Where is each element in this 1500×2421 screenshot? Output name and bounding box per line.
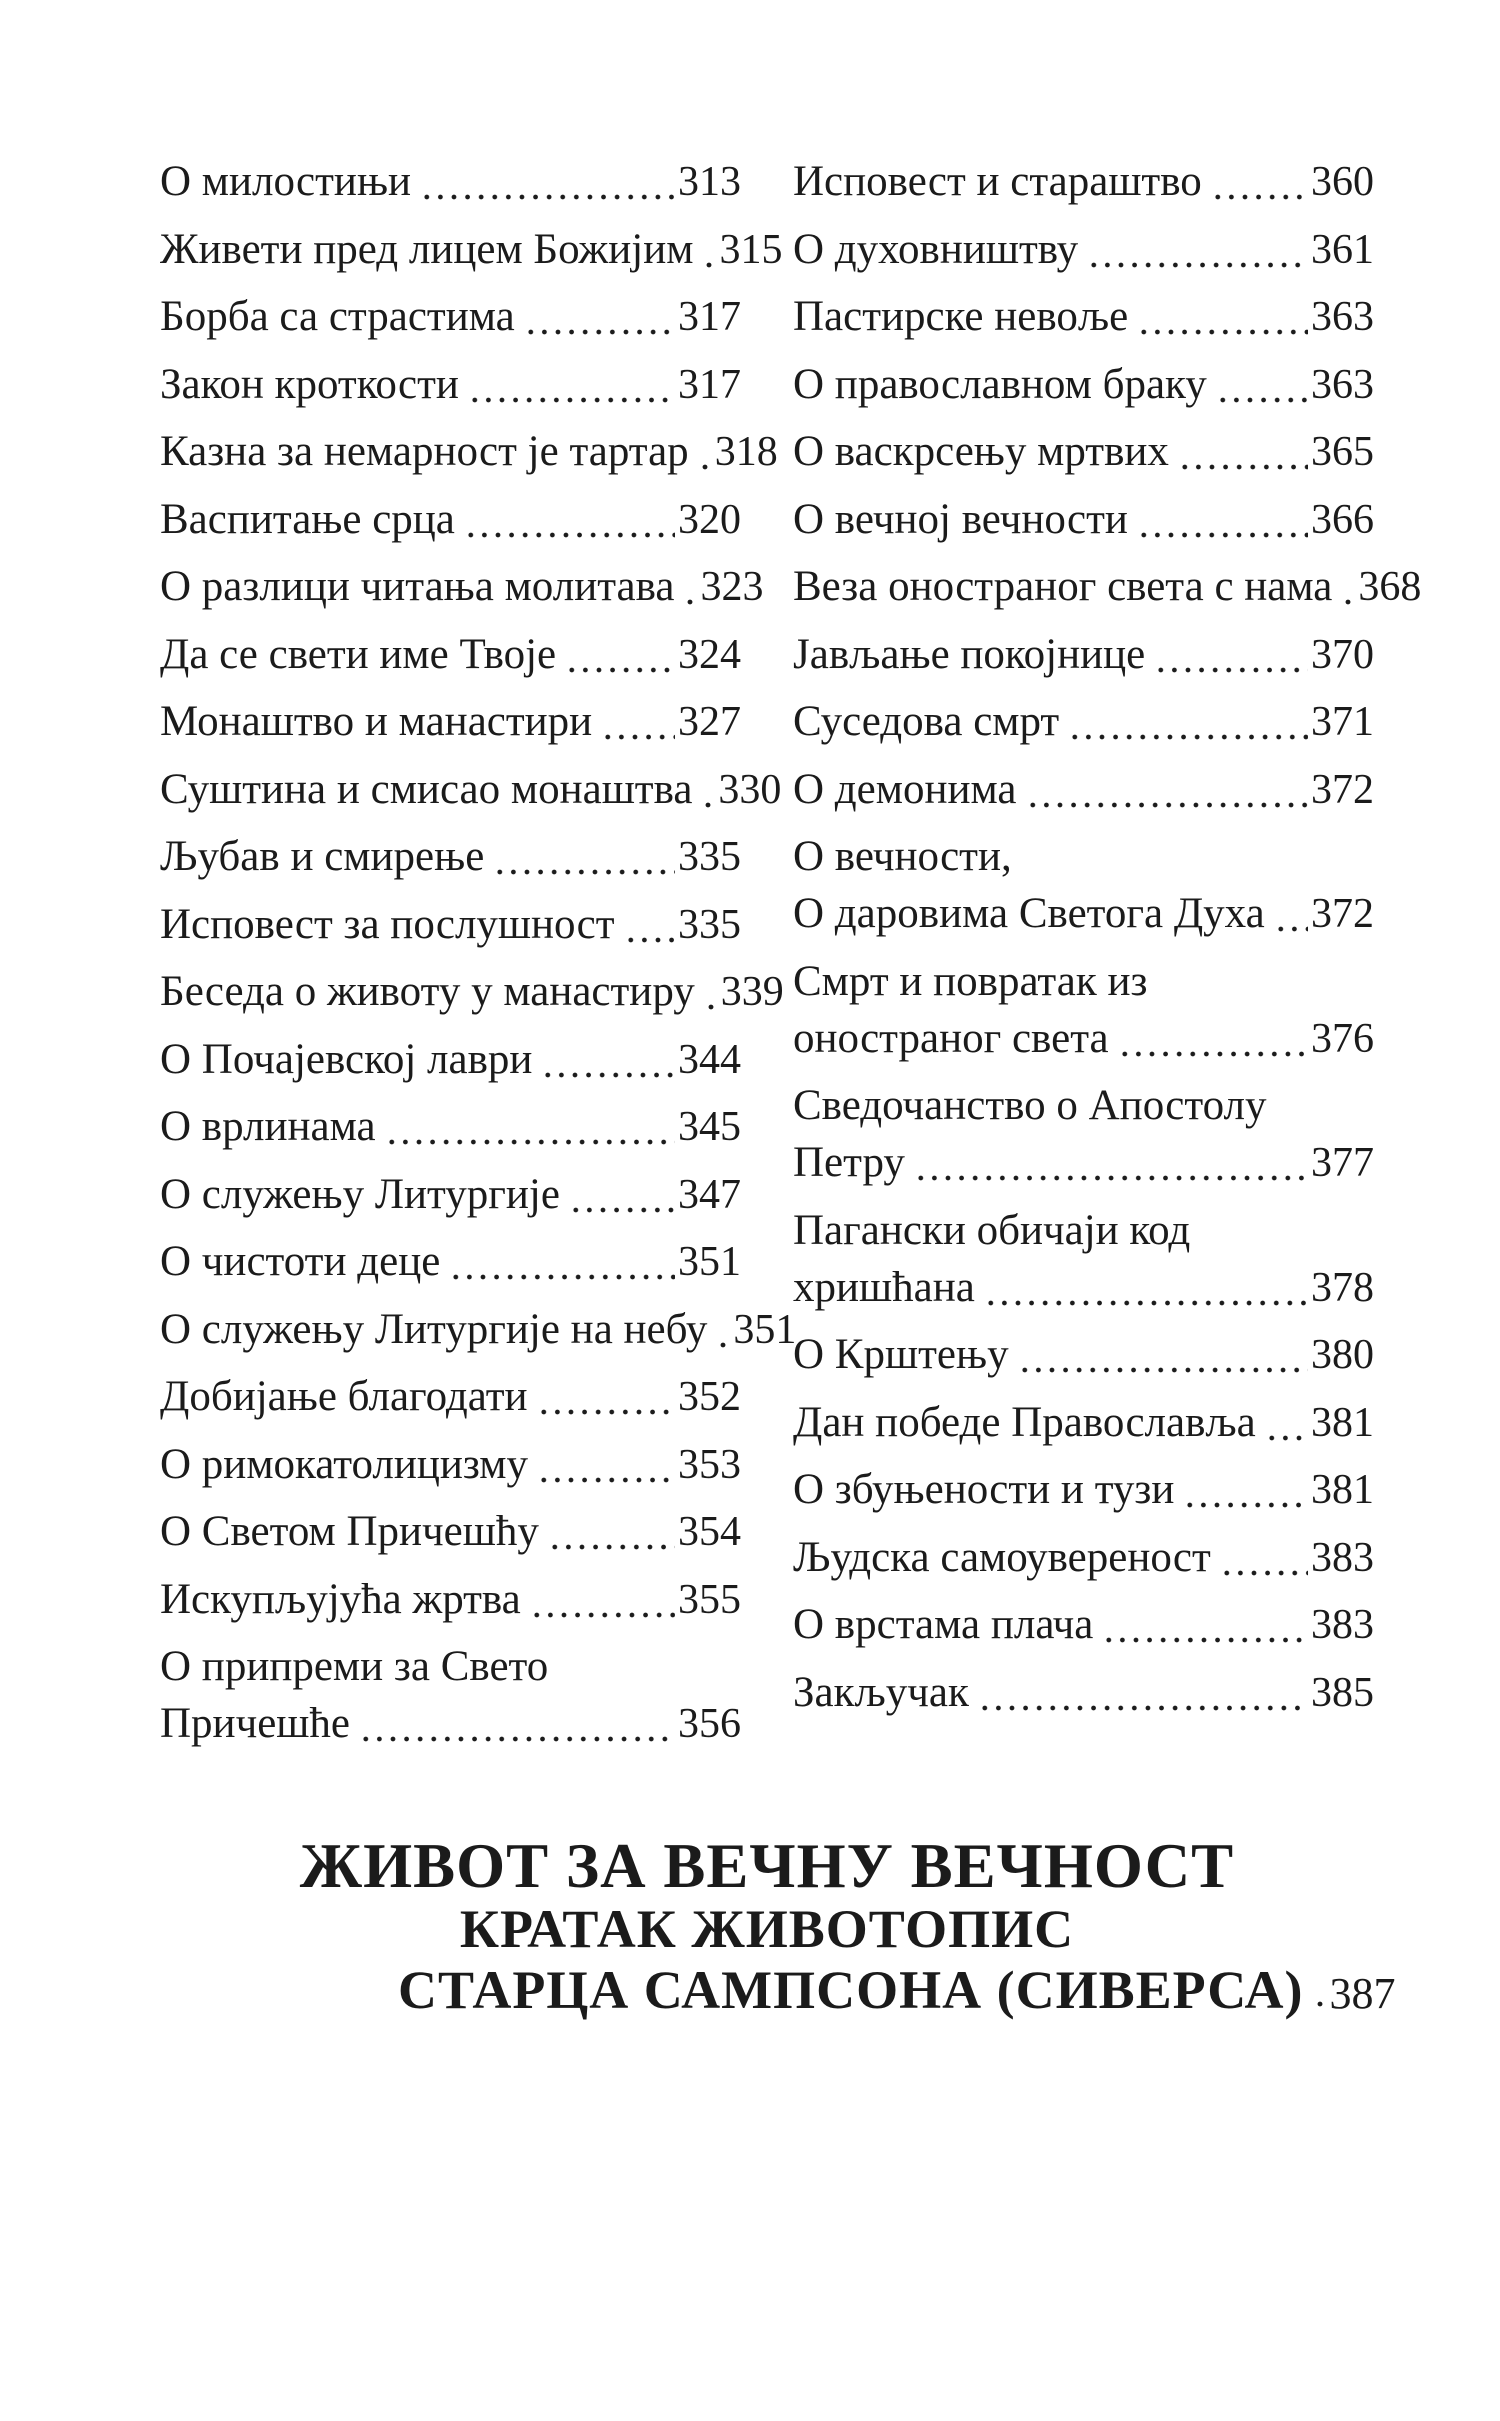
dotted-leader — [1265, 1394, 1308, 1452]
toc-entry-title: О вечној вечности — [793, 495, 1128, 543]
dotted-leader — [1026, 761, 1308, 819]
toc-entry-title: О милостињи — [160, 158, 412, 205]
toc-entry — [160, 963, 784, 1021]
toc-entry-title: Добијање благодати — [160, 1373, 528, 1420]
toc-entry — [793, 761, 1374, 819]
toc-entry-title: Монаштво и манастири — [160, 698, 593, 745]
toc-entry-lastline — [160, 221, 783, 279]
toc-entry-page: 370 — [1311, 631, 1374, 678]
toc-entry-page: 363 — [1311, 294, 1374, 340]
toc-entry-lastline — [160, 1031, 741, 1089]
toc-entry — [793, 221, 1374, 279]
toc-entry-lastline — [160, 356, 741, 414]
toc-entry — [160, 693, 741, 751]
dotted-leader — [530, 1571, 675, 1629]
toc-entry-title: О демонима — [793, 765, 1017, 813]
toc-entry-lastline — [793, 1010, 1374, 1068]
footer-entry-title: СТАРЦА САМПСОНА (СИВЕРСА) — [398, 1960, 1304, 2020]
toc-entry-page: 352 — [678, 1374, 741, 1420]
toc-entry-lastline — [160, 626, 741, 684]
toc-entry-lastline — [793, 356, 1374, 414]
toc-entry — [160, 626, 741, 684]
toc-entry-line: О вечности, — [793, 833, 1012, 880]
toc-entry-page: 313 — [678, 159, 741, 205]
toc-entry — [793, 828, 1374, 943]
dotted-leader — [683, 558, 697, 616]
toc-entry-page: 361 — [1311, 226, 1374, 273]
toc-entry-title: О врлинама — [160, 1103, 376, 1150]
toc-entry-lastline — [160, 761, 782, 819]
toc-entry-title: О православном браку — [793, 360, 1207, 408]
toc-entry-title: Пастирске невоље — [793, 293, 1129, 340]
toc-entry-title: Исповест и стараштво — [793, 158, 1202, 205]
toc-entry-title: Суседова смрт — [793, 698, 1060, 745]
toc-entry-page: 335 — [678, 834, 741, 880]
toc-entry — [160, 221, 783, 279]
toc-entry-title: Васпитање срца — [160, 495, 455, 543]
toc-entry-lastline — [160, 153, 741, 211]
toc-entry-page: 318 — [714, 429, 778, 475]
toc-entry — [793, 153, 1374, 211]
toc-entry-lastline — [160, 1098, 741, 1156]
toc-entry-lastline — [160, 1436, 741, 1494]
dotted-leader — [1068, 693, 1308, 751]
toc-entry-page: 381 — [1311, 1467, 1374, 1513]
toc-entry — [793, 1461, 1374, 1519]
toc-entry-page: 327 — [678, 699, 741, 745]
toc-entry — [160, 1233, 741, 1291]
toc-entry-title: оностраног света — [793, 1014, 1109, 1062]
toc-entry — [160, 153, 741, 211]
dotted-leader — [537, 1436, 675, 1494]
toc-entry — [793, 1326, 1374, 1384]
dotted-leader — [984, 1259, 1308, 1317]
toc-entry-page: 381 — [1311, 1399, 1374, 1446]
toc-entry-page: 377 — [1311, 1140, 1374, 1186]
toc-entry-title: О Крштењу — [793, 1331, 1009, 1378]
toc-entry-lastline — [160, 1233, 741, 1291]
toc-entry-page: 320 — [678, 496, 741, 543]
toc-entry-title: Људска самоувереност — [793, 1533, 1211, 1581]
toc-entry-lastline — [160, 1503, 741, 1561]
toc-entry-page: 355 — [678, 1576, 741, 1623]
footer-entry-page: 387 — [1329, 1969, 1396, 2018]
dotted-leader — [1118, 1010, 1308, 1068]
footer-entry — [160, 1960, 1396, 2020]
toc-entry-title: Љубав и смирење — [160, 833, 485, 880]
toc-entry-title: Дан победе Православља — [793, 1398, 1256, 1446]
toc-entry-page: 344 — [678, 1036, 741, 1083]
dotted-leader — [1178, 423, 1308, 481]
toc-entry — [160, 356, 741, 414]
toc-entry-lastline — [160, 1368, 741, 1426]
toc-entry-page: 330 — [718, 766, 782, 813]
toc-entry — [160, 1301, 797, 1359]
toc-entry — [793, 1596, 1374, 1654]
toc-entry-lastline — [793, 693, 1374, 751]
dotted-leader — [1211, 153, 1308, 211]
toc-entry-title: Да се свети име Твоје — [160, 630, 557, 678]
toc-entry-lastline — [160, 1571, 741, 1629]
toc-entry-title: О служењу Литургије на небу — [160, 1305, 708, 1353]
toc-entry-lastline — [160, 1301, 797, 1359]
toc-entry-lastline — [160, 1695, 741, 1753]
toc-entry — [793, 558, 1422, 616]
toc-entry-page: 376 — [1311, 1015, 1374, 1062]
dotted-leader — [537, 1368, 675, 1426]
toc-entry-lastline — [793, 1664, 1374, 1722]
toc-entry-line: О припреми за Свето — [160, 1643, 549, 1690]
toc-entry-page: 360 — [1311, 159, 1374, 205]
toc-entry-page: 363 — [1311, 361, 1374, 408]
footer-subtitle: КРАТАК ЖИВОТОПИС — [459, 1899, 1075, 1959]
dotted-leader — [449, 1233, 675, 1291]
dotted-leader — [702, 221, 716, 279]
toc-entry-title: Живети пред лицем Божијим — [160, 225, 694, 273]
toc-entry-page: 372 — [1311, 891, 1374, 937]
toc-entry-lastline — [793, 1134, 1374, 1192]
toc-entry-title: О чистоти деце — [160, 1238, 441, 1285]
toc-entry-lastline — [793, 1529, 1374, 1587]
footer-title: ЖИВОТ ЗА ВЕЧНУ ВЕЧНОСТ — [299, 1831, 1235, 1901]
toc-entry-title: О римокатолицизму — [160, 1440, 528, 1488]
toc-entry-title: Беседа о животу у манастиру — [160, 968, 695, 1015]
dotted-leader — [1216, 356, 1308, 414]
toc-entry-lastline — [793, 1326, 1374, 1384]
toc-entry-title: О духовништву — [793, 225, 1079, 273]
toc-entry-lastline — [160, 896, 741, 954]
toc-entry-title: Веза оностраног света с нама — [793, 563, 1333, 610]
toc-entry — [160, 1571, 741, 1629]
toc-entry-lastline — [160, 423, 778, 481]
toc-entry-lastline — [793, 288, 1374, 346]
toc-entry-page: 380 — [1311, 1332, 1374, 1378]
toc-entry-lastline — [793, 423, 1374, 481]
toc-entry-title: О Почајевској лаври — [160, 1035, 533, 1083]
dotted-leader — [978, 1664, 1308, 1722]
dotted-leader — [541, 1031, 675, 1089]
toc-entry-lastline — [160, 558, 764, 616]
toc-entry-title: Казна за немарност је тартар — [160, 428, 689, 475]
toc-entry-page: 345 — [678, 1104, 741, 1150]
toc-entry — [160, 558, 764, 616]
toc-entry-title: О врстама плача — [793, 1601, 1094, 1648]
dotted-leader — [1183, 1461, 1308, 1519]
toc-entry-line: Сведочанство о Апостолу — [793, 1082, 1267, 1129]
toc-entry-page: 324 — [678, 631, 741, 678]
toc-entry-lastline — [160, 288, 741, 346]
toc-entry-lastline — [160, 491, 741, 549]
toc-entry-title: Исповест за послушност — [160, 900, 615, 948]
toc-entry-title: О служењу Литургије — [160, 1170, 560, 1218]
toc-entry — [793, 1529, 1374, 1587]
toc-entry-title: О васкрсењу мртвих — [793, 428, 1169, 475]
dotted-leader — [385, 1098, 675, 1156]
toc-column-left — [160, 153, 797, 1763]
toc-entry-lastline — [793, 1461, 1374, 1519]
toc-entry-page: 366 — [1311, 496, 1374, 543]
toc-entry-page: 371 — [1311, 699, 1374, 745]
toc-entry-page: 383 — [1311, 1602, 1374, 1648]
toc-entry-lastline — [793, 221, 1374, 279]
toc-entry-page: 315 — [719, 226, 783, 273]
toc-entry-lastline — [793, 1259, 1374, 1317]
toc-entry — [160, 1368, 741, 1426]
toc-entry-lastline — [793, 153, 1374, 211]
toc-entry-lastline — [160, 693, 741, 751]
toc-entry — [160, 288, 741, 346]
toc-entry-lastline — [793, 761, 1374, 819]
toc-entry-title: Петру — [793, 1139, 905, 1186]
toc-entry-page: 378 — [1311, 1264, 1374, 1311]
toc-entry-title: О разлици читања молитава — [160, 563, 675, 610]
toc-entry — [793, 356, 1374, 414]
toc-entry-title: хришћана — [793, 1263, 975, 1311]
toc-entry — [793, 1202, 1374, 1317]
dotted-leader — [716, 1301, 730, 1359]
toc-entry-lastline — [793, 626, 1374, 684]
dotted-leader — [1220, 1529, 1308, 1587]
toc-entry-lastline — [793, 1394, 1374, 1452]
toc-entry-page: 339 — [720, 969, 784, 1015]
dotted-leader — [565, 626, 675, 684]
toc-entry-page: 317 — [678, 361, 741, 408]
toc-entry-page: 368 — [1358, 564, 1422, 610]
toc-entry-page: 365 — [1311, 429, 1374, 475]
dotted-leader — [601, 693, 675, 751]
toc-entry — [793, 1077, 1374, 1192]
dotted-leader — [704, 963, 718, 1021]
toc-entry-page: 317 — [678, 294, 741, 340]
toc-entry — [160, 1031, 741, 1089]
dotted-leader — [1313, 1960, 1327, 2020]
toc-entry-title: Борба са страстима — [160, 293, 515, 340]
toc-entry-page: 353 — [678, 1441, 741, 1488]
toc-entry-title: Суштина и смисао монаштва — [160, 765, 693, 813]
dotted-leader — [464, 491, 675, 549]
dotted-leader — [698, 423, 712, 481]
toc-entry-line: Пагански обичаји код — [793, 1206, 1191, 1254]
toc-entry-page: 356 — [678, 1701, 741, 1747]
dotted-leader — [1137, 288, 1308, 346]
toc-entry-title: О збуњености и тузи — [793, 1466, 1175, 1513]
dotted-leader — [624, 896, 675, 954]
toc-entry-page: 383 — [1311, 1534, 1374, 1581]
dotted-leader — [1018, 1326, 1308, 1384]
dotted-leader — [701, 761, 715, 819]
toc-entry-title: О Светом Причешћу — [160, 1508, 539, 1555]
toc-entry — [160, 423, 778, 481]
toc-entry — [160, 828, 741, 886]
toc-entry-page: 372 — [1311, 766, 1374, 813]
toc-entry — [160, 491, 741, 549]
toc-entry — [793, 693, 1374, 751]
toc-entry-page: 385 — [1311, 1669, 1374, 1716]
toc-entry-title: Јављање покојнице — [793, 630, 1146, 678]
dotted-leader — [1102, 1596, 1308, 1654]
dotted-leader — [1154, 626, 1308, 684]
toc-entry — [793, 626, 1374, 684]
toc-entry — [160, 896, 741, 954]
toc-entry — [160, 1436, 741, 1494]
toc-column-right — [793, 153, 1422, 1731]
toc-entry-title: О даровима Светога Духа — [793, 890, 1265, 937]
toc-entry-lastline — [160, 963, 784, 1021]
dotted-leader — [1087, 221, 1308, 279]
toc-entry — [793, 288, 1374, 346]
dotted-leader — [493, 828, 675, 886]
toc-entry-lastline — [160, 1166, 741, 1224]
toc-entry-title: Закључак — [793, 1668, 969, 1716]
toc-entry — [793, 953, 1374, 1068]
toc-entry — [160, 761, 782, 819]
footer-heading — [160, 1831, 1396, 2020]
toc-entry-page: 347 — [678, 1171, 741, 1218]
toc-entry-lastline — [793, 491, 1374, 549]
toc-entry — [160, 1166, 741, 1224]
toc-entry — [160, 1503, 741, 1561]
dotted-leader — [359, 1695, 675, 1753]
toc-entry-line: Смрт и повратак из — [793, 957, 1148, 1005]
dotted-leader — [569, 1166, 675, 1224]
toc-entry-page: 351 — [678, 1239, 741, 1285]
toc-entry — [793, 423, 1374, 481]
dotted-leader — [420, 153, 675, 211]
dotted-leader — [468, 356, 675, 414]
toc-entry-lastline — [160, 828, 741, 886]
dotted-leader — [1137, 491, 1308, 549]
toc-entry — [793, 1394, 1374, 1452]
toc-entry-page: 354 — [678, 1509, 741, 1555]
dotted-leader — [1341, 558, 1355, 616]
toc-entry-title: Причешће — [160, 1700, 350, 1747]
toc-entry-page: 335 — [678, 901, 741, 948]
toc-entry-lastline — [793, 885, 1374, 943]
dotted-leader — [914, 1134, 1308, 1192]
dotted-leader — [548, 1503, 675, 1561]
toc-entry-page: 351 — [733, 1306, 797, 1353]
toc-entry-page: 323 — [700, 564, 764, 610]
dotted-leader — [1274, 885, 1308, 943]
toc-entry-title: Искупљујућа жртва — [160, 1575, 521, 1623]
dotted-leader — [524, 288, 675, 346]
toc-entry — [793, 491, 1374, 549]
toc-entry-lastline — [793, 558, 1422, 616]
toc-entry — [160, 1098, 741, 1156]
toc-entry — [793, 1664, 1374, 1722]
toc-entry — [160, 1638, 741, 1753]
toc-entry-title: Закон кроткости — [160, 360, 459, 408]
toc-entry-lastline — [793, 1596, 1374, 1654]
